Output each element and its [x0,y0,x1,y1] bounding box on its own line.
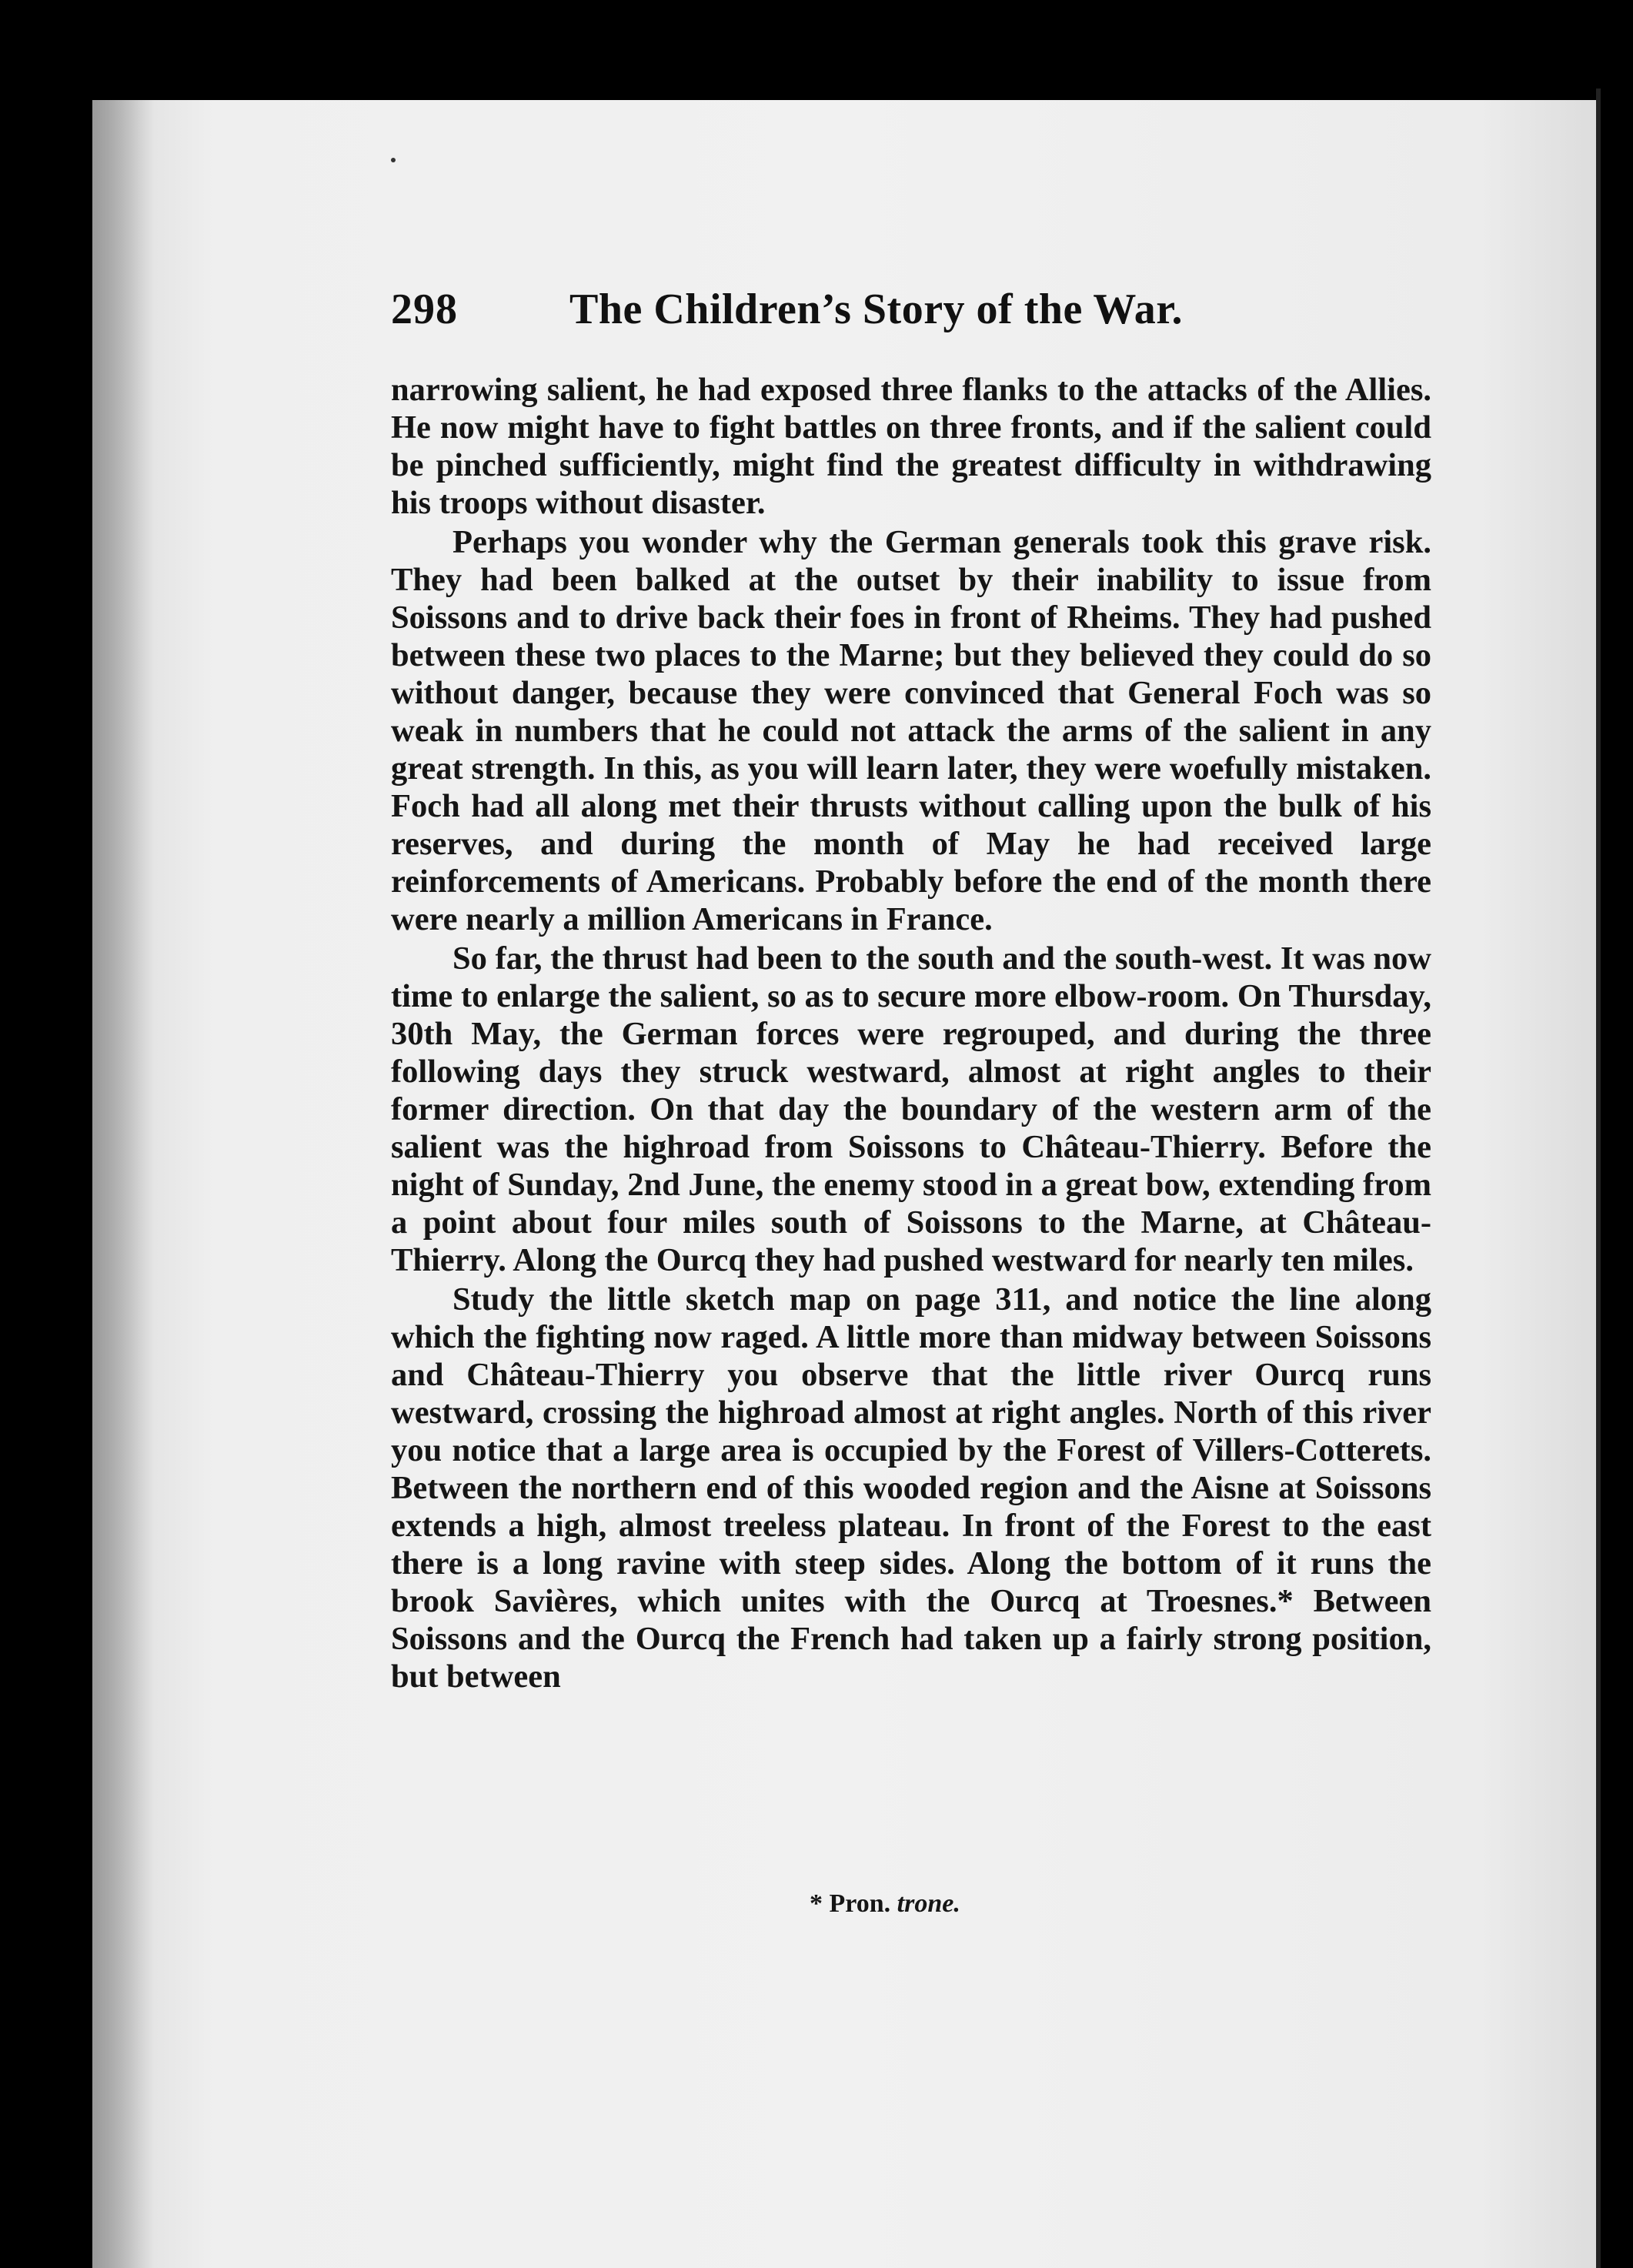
paragraph-2: Perhaps you wonder why the German generals took this grave risk. They had been balked at the outset by their inability to issue from Soissons and to drive back their foes in front of Rheims. They had pushed between these two places to the Marne; but they believed they could do so without danger, because they were convinced that General Foch was so weak in numbers that he could not attack the arms of the salient in any great strength. In this, as you will learn later, they were woefully mistaken. Foch had all along met their thrusts without calling upon the bulk of his reserves, and during the month of May he had received large reinforcements of Americans. Probably before the end of the month there were nearly a million Americans in France. [391,524,1431,937]
footnote [810,1889,960,1919]
paragraph-4: Study the little sketch map on page 311, and notice the line along which the fighting now raged. A little more than midway between Soissons and Château-Thierry you observe that the little river Ourcq runs westward, crossing the highroad almost at right angles. North of this river you notice that a large area is occupied by the Forest of Villers-Cotterets. Between the northern end of this wooded region and the Aisne at Soissons extends a high, almost treeless plateau. In front of the Forest to the east there is a long ravine with steep sides. Along the bottom of it runs the brook Savières, which unites with the Ourcq at Troesnes.* Between Soissons and the Ourcq the French had taken up a fairly strong position, but between [391,1281,1431,1695]
running-title: The Children’s Story of the War. [569,286,1183,333]
body-text [391,371,1431,1697]
paragraph-1: narrowing salient, he had exposed three flanks to the attacks of the Allies. He now might have to fight battles on three fronts, and if the salient could be pinched sufficiently, might find the greatest difficulty in withdrawing his troops without disaster. [391,372,1431,521]
footnote-pronunciation: trone. [897,1889,960,1918]
scan-border-right [1601,85,1633,2268]
page-gutter-shadow [92,100,154,2268]
page-header [391,285,1438,346]
page-number: 298 [391,286,458,333]
dust-speck [391,158,396,162]
paragraph-3: So far, the thrust had been to the south and the south-west. It was now time to enlarge the salient, so as to secure more elbow-room. On Thursday, 30th May, the German forces were regrouped, and during the three following days they struck westward, almost at right angles to their former direction. On that day the boundary of the western arm of the salient was the highroad from Soissons to Château-Thierry. Before the night of Sunday, 2nd June, the enemy stood in a great bow, extending from a point about four miles south of Soissons to the Marne, at Château-Thierry. Along the Ourcq they had pushed westward for nearly ten miles. [391,940,1431,1278]
footnote-label: * Pron. [810,1889,891,1918]
